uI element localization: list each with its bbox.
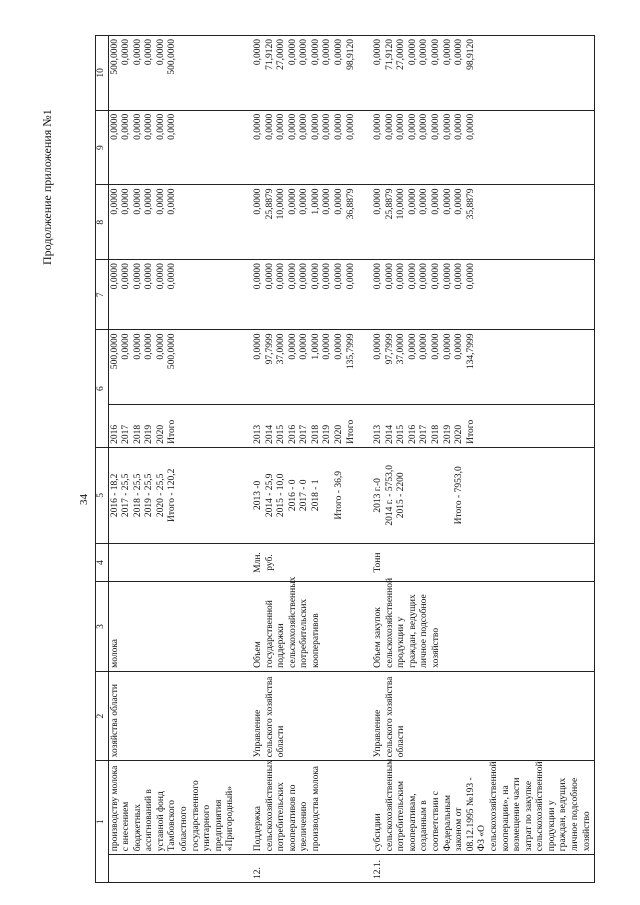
indicator-name: Объем государственной поддержки сельскохозяйственных потребительских кооперативов xyxy=(252,582,358,672)
spacer-row xyxy=(358,36,372,883)
year-list: 2013 2014 2015 2016 2017 2018 2019 2020 Итого xyxy=(252,405,358,448)
header-col-3: 3 xyxy=(96,582,109,672)
responsible-executor: Управление сельского хозяйства области xyxy=(372,671,594,761)
col-7-values: 0,0000 0,0000 0,0000 0,0000 0,0000 0,0000 0,0000 0,0000 0,0000 xyxy=(372,260,594,330)
header-col-5: 5 xyxy=(96,447,109,543)
unit xyxy=(108,543,238,581)
table-row xyxy=(252,36,358,883)
header-col-10: 10 xyxy=(96,36,109,111)
col-6-values: 0,0000 97,7999 37,0000 0,0000 0,0000 0,0000 0,0000 0,0000 134,7999 xyxy=(372,330,594,405)
continuation-title: Продолжение приложения №1 xyxy=(40,109,54,265)
year-list: 2016 2017 2018 2019 2020 Итого xyxy=(108,405,238,448)
header-col-2: 2 xyxy=(96,671,109,761)
year-list: 2013 2014 2015 2016 2017 2018 2019 2020 Итого xyxy=(372,405,594,448)
activity-name: производству молока с внесением бюджетных ассигнований в уставной фонд Тамбовского областного государственного унитарного предприятия «Пригородный» xyxy=(108,761,238,855)
unit: Млн. руб. xyxy=(252,543,358,581)
row-number xyxy=(108,855,238,883)
unit: Тонн xyxy=(372,543,594,581)
responsible-executor: хозяйства области xyxy=(108,671,238,761)
row-number: 12. xyxy=(252,855,358,883)
column-number-row xyxy=(96,36,109,883)
header-col-1: 1 xyxy=(96,761,109,883)
spacer-row xyxy=(238,36,252,883)
col-7-values: 0,0000 0,0000 0,0000 0,0000 0,0000 0,0000 0,0000 0,0000 0,0000 xyxy=(252,260,358,330)
col-9-values: 0,0000 0,0000 0,0000 0,0000 0,0000 0,0000 0,0000 0,0000 0,0000 xyxy=(252,110,358,185)
activity-name: Поддержка сельскохозяйственных потребительских кооперативов по увеличению производства молока xyxy=(252,761,358,855)
indicator-name: молока xyxy=(108,582,238,672)
planned-values: 2013 г.-0 2014 г. - 5753,0 2015 - 2200 Итого - 7953,0 xyxy=(372,447,594,543)
header-col-8: 8 xyxy=(96,185,109,260)
indicator-name: Объем закупок сельскохозяйственной продукции у граждан, ведущих личное подсобное хозяйство xyxy=(372,582,594,672)
header-col-9: 9 xyxy=(96,110,109,185)
table-row xyxy=(372,36,594,883)
activity-name: субсидии сельскохозяйственным потребительским кооперативам, созданным в соответствии с Федеральным законом от 08.12.1995 №193 - ФЗ «О сельскохозяйственной кооперации», на возмещение части затрат по закупке сельскохозяйственной продукции у граждан, ведущих личное подсобное хозяйство xyxy=(372,761,594,855)
col-9-values: 0,0000 0,0000 0,0000 0,0000 0,0000 0,0000 xyxy=(108,110,238,185)
planned-values: 2016 - 18,2 2017 - 25,5 2018 - 25,5 2019 - 25,5 2020 - 25,5 Итого - 120,2 xyxy=(108,447,238,543)
planned-values: 2013 -0 2014 - 25,9 2015 - 10,0 2016 - 0 2017 - 0 2018 - 1 Итого - 36,9 xyxy=(252,447,358,543)
col-9-values: 0,0000 0,0000 0,0000 0,0000 0,0000 0,0000 0,0000 0,0000 0,0000 xyxy=(372,110,594,185)
col-10-values: 0,0000 71,9120 27,0000 0,0000 0,0000 0,0000 0,0000 0,0000 98,9120 xyxy=(252,36,358,111)
col-8-values: 0,0000 25,8879 10,0000 0,0000 0,0000 0,0000 0,0000 0,0000 35,8879 xyxy=(372,185,594,260)
col-8-values: 0,0000 25,8879 10,0000 0,0000 0,0000 1,0000 0,0000 0,0000 36,8879 xyxy=(252,185,358,260)
row-number: 12.1. xyxy=(372,855,594,883)
col-10-values: 0,0000 71,9120 27,0000 0,0000 0,0000 0,0000 0,0000 0,0000 98,9120 xyxy=(372,36,594,111)
header-col-6: 6 xyxy=(96,330,109,447)
col-7-values: 0,0000 0,0000 0,0000 0,0000 0,0000 0,0000 xyxy=(108,260,238,330)
responsible-executor: Управление сельского хозяйства области xyxy=(252,671,358,761)
col-6-values: 500,0000 0,0000 0,0000 0,0000 0,0000 500,0000 xyxy=(108,330,238,405)
header-col-4: 4 xyxy=(96,543,109,581)
table-row xyxy=(108,36,238,883)
page-number: 34 xyxy=(78,494,90,505)
program-table xyxy=(95,35,595,883)
col-8-values: 0,0000 0,0000 0,0000 0,0000 0,0000 0,0000 xyxy=(108,185,238,260)
header-col-7: 7 xyxy=(96,260,109,330)
col-10-values: 500,0000 0,0000 0,0000 0,0000 0,0000 500,0000 xyxy=(108,36,238,111)
col-6-values: 0,0000 97,7999 37,0000 0,0000 0,0000 1,0000 0,0000 0,0000 135,7999 xyxy=(252,330,358,405)
